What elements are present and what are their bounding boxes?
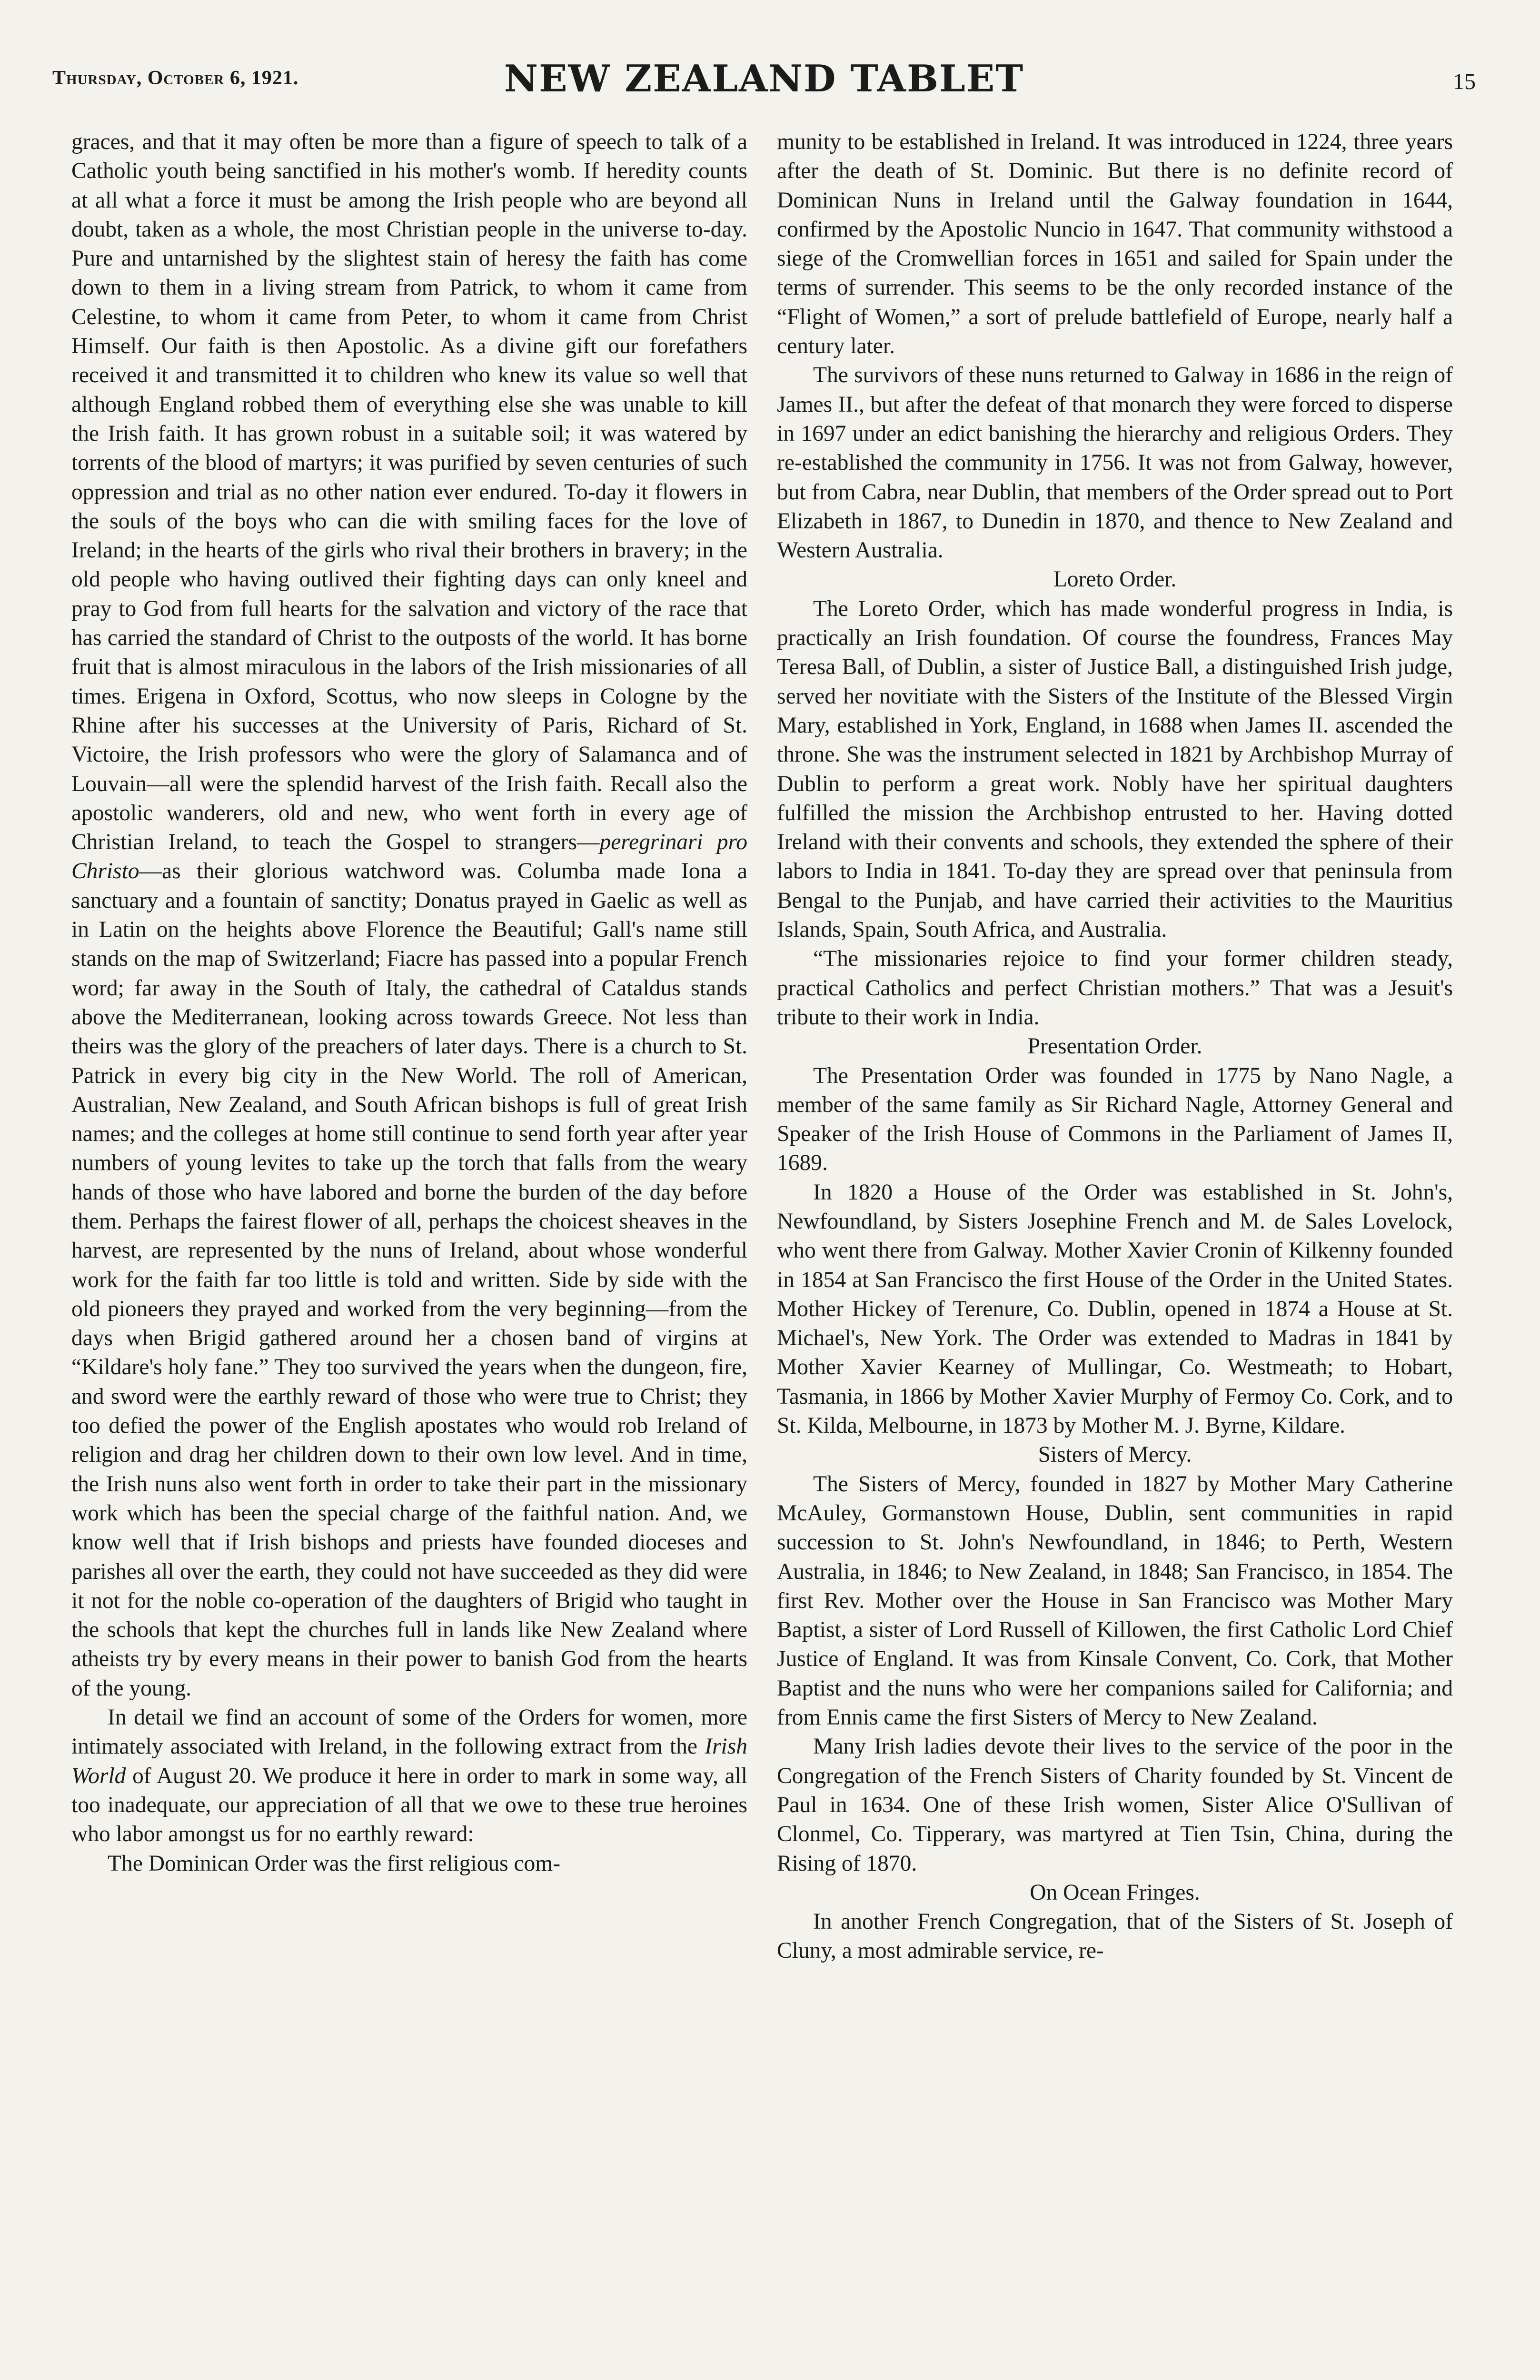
issue-date: Thursday, October 6, 1921. [52, 67, 299, 89]
left-column [71, 128, 747, 1878]
paragraph: The Dominican Order was the first religious com- [108, 1851, 561, 1876]
subheading-presentation: Presentation Order. [1027, 1034, 1202, 1059]
paragraph: In detail we find an account of some of the Orders for women, more intimately associated with Ireland, in the following extract from the Irish World of August 20. We produce it here in order to mark in some way, all too inadequate, our appreciation of all that we owe to these true heroines who labor amongst us for no earthly reward: [71, 1705, 747, 1847]
paragraph: Many Irish ladies devote their lives to the service of the poor in the Congregation of the French Sisters of Charity founded by St. Vincent de Paul in 1634. One of these Irish women, Sister Alice O'Sullivan of Clonmel, Co. Tipperary, was martyred at Tien Tsin, China, during the Rising of 1870. [777, 1734, 1453, 1876]
masthead-title: NEW ZEALAND TABLET [504, 57, 1024, 100]
paragraph: The Loreto Order, which has made wonderful progress in India, is practically an Irish foundation. Of course the foundress, Frances May Teresa Ball, of Dublin, a sister of Justice Ball, a distinguished Irish judge, served her novitiate with the Sisters of the Institute of the Blessed Virgin Mary, established in York, England, in 1688 when James II. ascended the throne. She was the instrument selected in 1821 by Archbishop Murray of Dublin to perform a great work. Nobly have her spiritual daughters fulfilled the mission the Archbishop entrusted to her. Having dotted Ireland with their convents and schools, they extended the sphere of their labors to India in 1841. To-day they are spread over that peninsula from Bengal to the Punjab, and have carried their activities to the Mauritius Islands, Spain, South Africa, and Australia. [777, 596, 1453, 942]
paragraph: The survivors of these nuns returned to Galway in 1686 in the reign of James II., but after the defeat of that monarch they were forced to disperse in 1697 under an edict banishing the hierarchy and religious Orders. They re-established the community in 1756. It was not from Galway, however, but from Cabra, near Dublin, that members of the Order spread out to Port Elizabeth in 1867, to Dunedin in 1870, and thence to New Zealand and Western Australia. [777, 363, 1453, 563]
paragraph: munity to be established in Ireland. It was introduced in 1224, three years after the death of St. Dominic. But there is no definite record of Dominican Nuns in Ireland until the Galway foundation in 1644, confirmed by the Apostolic Nuncio in 1647. That community withstood a siege of the Cromwellian forces in 1651 and sailed for Spain under the terms of surrender. This seems to be the only recorded instance of the “Flight of Women,” a sort of prelude battlefield of Europe, nearly half a century later. [777, 129, 1453, 359]
subheading-loreto: Loreto Order. [1053, 567, 1177, 592]
page-number: 15 [1453, 69, 1476, 94]
subheading-mercy: Sisters of Mercy. [1038, 1442, 1192, 1468]
paragraph: In another French Congregation, that of the Sisters of St. Joseph of Cluny, a most admirable service, re- [777, 1909, 1453, 1964]
paragraph: The Presentation Order was founded in 1775 by Nano Nagle, a member of the same family as Sir Richard Nagle, Attorney General and Speaker of the Irish House of Commons in the Parliament of James II, 1689. [777, 1063, 1453, 1176]
paragraph: In 1820 a House of the Order was established in St. John's, Newfoundland, by Sisters Josephine French and M. de Sales Lovelock, who went there from Galway. Mother Xavier Cronin of Kilkenny founded in 1854 at San Francisco the first House of the Order in the United States. Mother Hickey of Terenure, Co. Dublin, opened in 1874 a House at St. Michael's, New York. The Order was extended to Madras in 1841 by Mother Xavier Kearney of Mullingar, Co. Westmeath; to Hobart, Tasmania, in 1866 by Mother Xavier Murphy of Fermoy Co. Cork, and to St. Kilda, Melbourne, in 1873 by Mother M. J. Byrne, Kildare. [777, 1180, 1453, 1438]
paragraph: “The missionaries rejoice to find your former children steady, practical Catholics and perfect Christian mothers.” That was a Jesuit's tribute to their work in India. [777, 946, 1453, 1030]
page-header [52, 57, 1476, 109]
paragraph: The Sisters of Mercy, founded in 1827 by Mother Mary Catherine McAuley, Gormanstown House, Dublin, sent communities in rapid succession to St. John's Newfoundland, in 1846; to Perth, Western Australia, in 1846; to New Zealand, in 1848; San Francisco, in 1854. The first Rev. Mother over the House in San Francisco was Mother Mary Baptist, a sister of Lord Russell of Killowen, the first Catholic Lord Chief Justice of England. It was from Kinsale Convent, Co. Cork, that Mother Baptist and the nuns who were her companions sailed for California; and from Ennis came the first Sisters of Mercy to New Zealand. [777, 1471, 1453, 1730]
right-column [777, 128, 1453, 1966]
paragraph: graces, and that it may often be more than a figure of speech to talk of a Catholic youth being sanctified in his mother's womb. If heredity counts at all what a force it must be among the Irish people who are beyond all doubt, taken as a whole, the most Christian people in the universe to-day. Pure and untarnished by the slightest stain of heresy the faith has come down to them in a living stream from Patrick, to whom it came from Celestine, to whom it came from Peter, to whom it came from Christ Himself. Our faith is then Apostolic. As a divine gift our forefathers received it and transmitted it to children who knew its value so well that although England robbed them of everything else she was unable to kill the Irish faith. It has grown robust in a suitable soil; it was watered by torrents of the blood of martyrs; it was purified by seven centuries of such oppression and trial as no other nation ever endured. To-day it flowers in the souls of the boys who can die with smiling faces for the love of Ireland; in the hearts of the girls who rival their brothers in bravery; in the old people who having outlived their fighting days can only kneel and pray to God from full hearts for the salvation and victory of the race that has carried the standard of Christ to the outposts of the world. It has borne fruit that is almost miraculous in the labors of the Irish missionaries of all times. Erigena in Oxford, Scottus, who now sleeps in Cologne by the Rhine after his successes at the University of Paris, Richard of St. Victoire, the Irish professors who were the glory of Salamanca and of Louvain—all were the splendid harvest of the Irish faith. Recall also the apostolic wanderers, old and new, who went forth in every age of Christian Ireland, to teach the Gospel to strangers—peregrinari pro Christo—as their glorious watchword was. Columba made Iona a sanctuary and a fountain of sanctity; Donatus prayed in Gaelic as well as in Latin on the heights above Florence the Beautiful; Gall's name still stands on the map of Switzerland; Fiacre has passed into a popular French word; far away in the South of Italy, the cathedral of Cataldus stands above the Mediterranean, looking across towards Greece. Not less than theirs was the glory of the preachers of later days. There is a church to St. Patrick in every big city in the New World. The roll of American, Australian, New Zealand, and South African bishops is full of great Irish names; and the colleges at home still continue to send forth year after year numbers of young levites to take up the torch that falls from the weary hands of those who have labored and borne the burden of the day before them. Perhaps the fairest flower of all, perhaps the choicest sheaves in the harvest, are represented by the nuns of Ireland, about whose wonderful work for the faith far too little is told and written. Side by side with the old pioneers they prayed and worked from the very beginning—from the days when Brigid gathered around her a chosen band of virgins at “Kildare's holy fane.” They too survived the years when the dungeon, fire, and sword were the earthly reward of those who were true to Christ; they too defied the power of the English apostates who would rob Ireland of religion and drag her children down to their own low level. And in time, the Irish nuns also went forth in order to take their part in the missionary work which has been the special charge of the faithful nation. And, we know well that if Irish bishops and priests have founded dioceses and parishes all over the earth, they could not have succeeded as they did were it not for the noble co-operation of the daughters of Brigid who taught in the schools that kept the churches full in lands like New Zealand where atheists try by every means in their power to banish God from the hearts of the young. [71, 129, 747, 1701]
subheading-ocean: On Ocean Fringes. [1030, 1880, 1200, 1905]
